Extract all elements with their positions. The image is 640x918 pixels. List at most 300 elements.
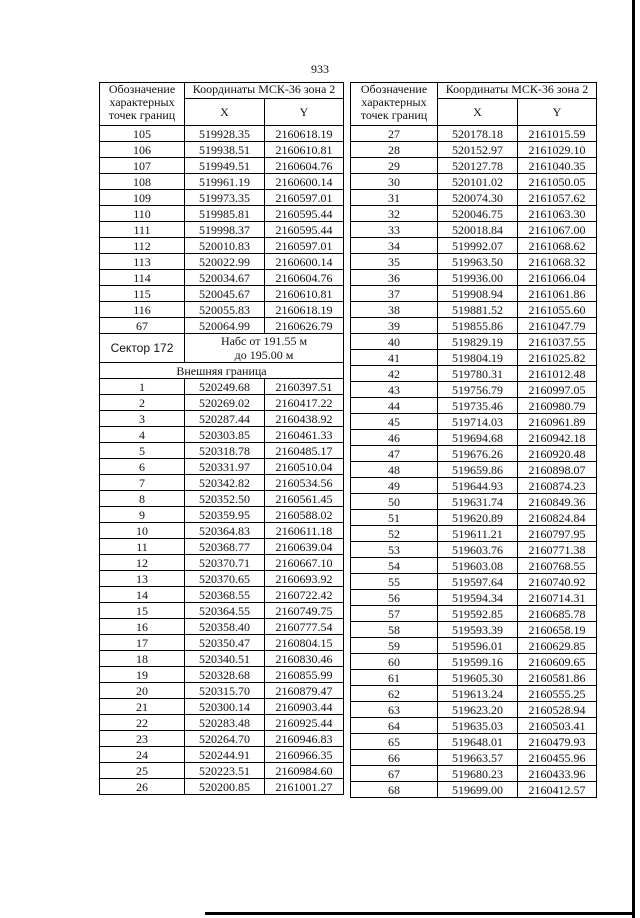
point-id-cell: 106: [100, 142, 185, 158]
x-coordinate-cell: 520300.14: [185, 699, 265, 715]
y-coordinate-cell: 2160920.48: [518, 446, 597, 462]
point-id-cell: 36: [351, 270, 438, 286]
table-row: [351, 622, 597, 638]
point-id-cell: 114: [100, 270, 185, 286]
y-coordinate-cell: 2160874.23: [518, 478, 597, 494]
table-row: [351, 302, 597, 318]
x-coordinate-cell: 519694.68: [438, 430, 518, 446]
y-coordinate-cell: 2161015.59: [518, 126, 597, 142]
x-coordinate-cell: 520055.83: [185, 302, 265, 318]
table-row: [100, 475, 344, 491]
x-coordinate-cell: 520283.48: [185, 715, 265, 731]
x-coordinate-cell: 520358.40: [185, 619, 265, 635]
x-coordinate-cell: 520370.65: [185, 571, 265, 587]
x-coordinate-cell: 519605.30: [438, 670, 518, 686]
y-coordinate-cell: 2160433.96: [518, 766, 597, 782]
table-header-row: [351, 83, 597, 99]
table-row: [100, 302, 344, 318]
table-row: [351, 590, 597, 606]
scan-edge-bottom: [205, 912, 632, 915]
y-coordinate-cell: 2160555.25: [518, 686, 597, 702]
table-row: [351, 606, 597, 622]
point-id-cell: 58: [351, 622, 438, 638]
table-row: [351, 158, 597, 174]
x-coordinate-cell: 519963.50: [438, 254, 518, 270]
x-coordinate-cell: 519597.64: [438, 574, 518, 590]
table-row: [351, 510, 597, 526]
point-id-cell: 35: [351, 254, 438, 270]
y-coordinate-cell: 2161047.79: [518, 318, 597, 334]
y-coordinate-cell: 2160771.38: [518, 542, 597, 558]
y-coordinate-cell: 2160903.44: [265, 699, 344, 715]
y-coordinate-cell: 2160879.47: [265, 683, 344, 699]
x-coordinate-cell: 519593.39: [438, 622, 518, 638]
y-coordinate-cell: 2160510.04: [265, 459, 344, 475]
x-coordinate-cell: 520064.99: [185, 318, 265, 334]
table-row: [351, 350, 597, 366]
x-coordinate-cell: 519735.46: [438, 398, 518, 414]
x-coordinate-cell: 520178.18: [438, 126, 518, 142]
x-coordinate-cell: 520152.97: [438, 142, 518, 158]
table-row: [100, 747, 344, 763]
y-coordinate-cell: 2160966.35: [265, 747, 344, 763]
coordinates-table-left: [99, 82, 344, 795]
x-coordinate-cell: 520074.30: [438, 190, 518, 206]
x-coordinate-cell: 519881.52: [438, 302, 518, 318]
point-id-cell: 2: [100, 395, 185, 411]
table-row: [100, 587, 344, 603]
table-row: [351, 574, 597, 590]
table-row: [351, 398, 597, 414]
sector-height-note: [185, 334, 344, 363]
x-coordinate-cell: 519855.86: [438, 318, 518, 334]
y-coordinate-cell: 2161025.82: [518, 350, 597, 366]
sector-note-line2: до 195.00 м: [234, 348, 294, 362]
point-id-cell: 44: [351, 398, 438, 414]
table-row: [100, 603, 344, 619]
x-coordinate-cell: 520269.02: [185, 395, 265, 411]
table-row: [100, 411, 344, 427]
x-coordinate-cell: 519663.57: [438, 750, 518, 766]
x-coordinate-cell: 520370.71: [185, 555, 265, 571]
point-id-cell: 116: [100, 302, 185, 318]
point-id-cell: 20: [100, 683, 185, 699]
x-coordinate-cell: 519596.01: [438, 638, 518, 654]
y-coordinate-cell: 2160777.54: [265, 619, 344, 635]
y-coordinate-cell: 2161001.27: [265, 779, 344, 795]
table-row: [351, 222, 597, 238]
table-row: [100, 318, 344, 334]
y-coordinate-cell: 2161040.35: [518, 158, 597, 174]
table-row: [100, 779, 344, 795]
x-coordinate-cell: 520010.83: [185, 238, 265, 254]
table-row: [351, 670, 597, 686]
x-coordinate-cell: 520368.55: [185, 587, 265, 603]
y-coordinate-cell: 2160980.79: [518, 398, 597, 414]
point-id-cell: 25: [100, 763, 185, 779]
outer-boundary-row: [100, 363, 344, 379]
table-row: [100, 190, 344, 206]
table-row: [351, 366, 597, 382]
point-id-cell: 38: [351, 302, 438, 318]
point-id-cell: 61: [351, 670, 438, 686]
point-id-cell: 5: [100, 443, 185, 459]
x-coordinate-cell: 519659.86: [438, 462, 518, 478]
coordinates-header: Координаты МСК-36 зона 2: [438, 83, 597, 99]
sector-note-line1: Набс от 191.55 м: [220, 334, 308, 348]
x-coordinate-cell: 520350.47: [185, 635, 265, 651]
point-id-cell: 105: [100, 126, 185, 142]
point-id-cell: 68: [351, 782, 438, 798]
point-id-cell: 108: [100, 174, 185, 190]
point-id-cell: 49: [351, 478, 438, 494]
point-id-cell: 45: [351, 414, 438, 430]
point-id-cell: 50: [351, 494, 438, 510]
x-coordinate-cell: 520342.82: [185, 475, 265, 491]
point-id-cell: 27: [351, 126, 438, 142]
point-id-cell: 47: [351, 446, 438, 462]
y-coordinate-cell: 2160611.18: [265, 523, 344, 539]
point-id-cell: 52: [351, 526, 438, 542]
x-coordinate-cell: 519611.21: [438, 526, 518, 542]
y-header: Y: [265, 99, 344, 126]
x-coordinate-cell: 520352.50: [185, 491, 265, 507]
y-coordinate-cell: 2160658.19: [518, 622, 597, 638]
point-id-cell: 67: [351, 766, 438, 782]
table-row: [351, 558, 597, 574]
y-coordinate-cell: 2160626.79: [265, 318, 344, 334]
point-id-cell: 109: [100, 190, 185, 206]
table-row: [100, 635, 344, 651]
x-coordinate-cell: 520264.70: [185, 731, 265, 747]
table-row: [351, 286, 597, 302]
x-coordinate-cell: 520200.85: [185, 779, 265, 795]
y-coordinate-cell: 2160797.95: [518, 526, 597, 542]
y-coordinate-cell: 2160925.44: [265, 715, 344, 731]
point-id-cell: 31: [351, 190, 438, 206]
y-coordinate-cell: 2160618.19: [265, 126, 344, 142]
point-id-cell: 21: [100, 699, 185, 715]
point-id-cell: 6: [100, 459, 185, 475]
x-coordinate-cell: 520340.51: [185, 651, 265, 667]
y-coordinate-cell: 2160412.57: [518, 782, 597, 798]
table-row: [351, 414, 597, 430]
table-row: [100, 238, 344, 254]
table-row: [351, 526, 597, 542]
sector-block: [100, 334, 344, 379]
table-row: [351, 382, 597, 398]
x-coordinate-cell: 520249.68: [185, 379, 265, 395]
x-coordinate-cell: 519648.01: [438, 734, 518, 750]
point-id-cell: 3: [100, 411, 185, 427]
x-coordinate-cell: 520022.99: [185, 254, 265, 270]
table-row: [351, 334, 597, 350]
y-coordinate-cell: 2161055.60: [518, 302, 597, 318]
point-id-cell: 66: [351, 750, 438, 766]
x-coordinate-cell: 519594.34: [438, 590, 518, 606]
y-coordinate-cell: 2160849.36: [518, 494, 597, 510]
point-id-cell: 62: [351, 686, 438, 702]
x-coordinate-cell: 519829.19: [438, 334, 518, 350]
table-row: [100, 667, 344, 683]
x-coordinate-cell: 519992.07: [438, 238, 518, 254]
y-coordinate-cell: 2160581.86: [518, 670, 597, 686]
table-row: [351, 238, 597, 254]
table-row: [351, 254, 597, 270]
y-coordinate-cell: 2160438.92: [265, 411, 344, 427]
point-id-cell: 64: [351, 718, 438, 734]
table-row: [100, 174, 344, 190]
table-row: [100, 571, 344, 587]
x-header: X: [438, 99, 518, 126]
point-id-cell: 55: [351, 574, 438, 590]
y-coordinate-cell: 2160749.75: [265, 603, 344, 619]
point-id-cell: 7: [100, 475, 185, 491]
y-coordinate-cell: 2160597.01: [265, 190, 344, 206]
point-id-cell: 23: [100, 731, 185, 747]
point-id-cell: 115: [100, 286, 185, 302]
y-coordinate-cell: 2160609.65: [518, 654, 597, 670]
x-coordinate-cell: 519714.03: [438, 414, 518, 430]
point-id-cell: 40: [351, 334, 438, 350]
point-id-cell: 14: [100, 587, 185, 603]
x-coordinate-cell: 520359.95: [185, 507, 265, 523]
y-coordinate-cell: 2160610.81: [265, 142, 344, 158]
x-coordinate-cell: 519599.16: [438, 654, 518, 670]
x-coordinate-cell: 520223.51: [185, 763, 265, 779]
point-label-header: Обозначение характерных точек границ: [351, 83, 438, 126]
table-row: [351, 206, 597, 222]
y-coordinate-cell: 2160417.22: [265, 395, 344, 411]
y-coordinate-cell: 2160824.84: [518, 510, 597, 526]
x-coordinate-cell: 519756.79: [438, 382, 518, 398]
point-id-cell: 32: [351, 206, 438, 222]
table-row: [351, 446, 597, 462]
point-id-cell: 10: [100, 523, 185, 539]
point-id-cell: 16: [100, 619, 185, 635]
y-coordinate-cell: 2160485.17: [265, 443, 344, 459]
point-id-cell: 53: [351, 542, 438, 558]
y-coordinate-cell: 2160714.31: [518, 590, 597, 606]
y-coordinate-cell: 2161066.04: [518, 270, 597, 286]
point-id-cell: 59: [351, 638, 438, 654]
point-id-cell: 107: [100, 158, 185, 174]
y-coordinate-cell: 2160461.33: [265, 427, 344, 443]
x-coordinate-cell: 519635.03: [438, 718, 518, 734]
table-row: [100, 763, 344, 779]
table-row: [100, 491, 344, 507]
left-rows-inner: [100, 126, 344, 334]
table-row: [351, 654, 597, 670]
point-id-cell: 46: [351, 430, 438, 446]
x-coordinate-cell: 520315.70: [185, 683, 265, 699]
table-row: [100, 443, 344, 459]
point-id-cell: 13: [100, 571, 185, 587]
y-coordinate-cell: 2160667.10: [265, 555, 344, 571]
table-row: [100, 715, 344, 731]
x-coordinate-cell: 519928.35: [185, 126, 265, 142]
x-coordinate-cell: 520045.67: [185, 286, 265, 302]
page-number: 933: [311, 62, 329, 76]
x-coordinate-cell: 520287.44: [185, 411, 265, 427]
x-coordinate-cell: 519592.85: [438, 606, 518, 622]
y-coordinate-cell: 2161037.55: [518, 334, 597, 350]
x-coordinate-cell: 520046.75: [438, 206, 518, 222]
point-id-cell: 9: [100, 507, 185, 523]
y-coordinate-cell: 2160722.42: [265, 587, 344, 603]
point-id-cell: 54: [351, 558, 438, 574]
y-coordinate-cell: 2160685.78: [518, 606, 597, 622]
coordinates-header: Координаты МСК-36 зона 2: [185, 83, 344, 99]
x-coordinate-cell: 520364.55: [185, 603, 265, 619]
left-rows-outer: [100, 379, 344, 795]
x-header: X: [185, 99, 265, 126]
y-coordinate-cell: 2160534.56: [265, 475, 344, 491]
table-row: [351, 318, 597, 334]
point-id-cell: 34: [351, 238, 438, 254]
point-id-cell: 42: [351, 366, 438, 382]
table-row: [351, 190, 597, 206]
y-coordinate-cell: 2160946.83: [265, 731, 344, 747]
table-row: [100, 539, 344, 555]
table-row: [351, 750, 597, 766]
y-coordinate-cell: 2160830.46: [265, 651, 344, 667]
right-rows: [351, 126, 597, 798]
table-row: [351, 638, 597, 654]
y-coordinate-cell: 2161050.05: [518, 174, 597, 190]
y-coordinate-cell: 2161029.10: [518, 142, 597, 158]
table-row: [100, 254, 344, 270]
y-coordinate-cell: 2161068.32: [518, 254, 597, 270]
table-row: [100, 222, 344, 238]
y-coordinate-cell: 2160397.51: [265, 379, 344, 395]
x-coordinate-cell: 520127.78: [438, 158, 518, 174]
table-row: [100, 379, 344, 395]
y-coordinate-cell: 2160768.55: [518, 558, 597, 574]
point-id-cell: 29: [351, 158, 438, 174]
x-coordinate-cell: 519699.00: [438, 782, 518, 798]
y-header: Y: [518, 99, 597, 126]
table-row: [100, 126, 344, 142]
x-coordinate-cell: 520244.91: [185, 747, 265, 763]
x-coordinate-cell: 519938.51: [185, 142, 265, 158]
table-row: [100, 395, 344, 411]
y-coordinate-cell: 2160693.92: [265, 571, 344, 587]
table-row: [351, 686, 597, 702]
table-row: [100, 619, 344, 635]
point-id-cell: 112: [100, 238, 185, 254]
point-id-cell: 67: [100, 318, 185, 334]
y-coordinate-cell: 2161068.62: [518, 238, 597, 254]
table-row: [100, 683, 344, 699]
y-coordinate-cell: 2161061.86: [518, 286, 597, 302]
table-row: [351, 478, 597, 494]
table-row: [351, 542, 597, 558]
y-coordinate-cell: 2160618.19: [265, 302, 344, 318]
y-coordinate-cell: 2160639.04: [265, 539, 344, 555]
x-coordinate-cell: 519680.23: [438, 766, 518, 782]
x-coordinate-cell: 519908.94: [438, 286, 518, 302]
x-coordinate-cell: 519961.19: [185, 174, 265, 190]
x-coordinate-cell: 520331.97: [185, 459, 265, 475]
point-id-cell: 1: [100, 379, 185, 395]
x-coordinate-cell: 520101.02: [438, 174, 518, 190]
y-coordinate-cell: 2161057.62: [518, 190, 597, 206]
coordinates-table-right: [350, 82, 597, 798]
y-coordinate-cell: 2160898.07: [518, 462, 597, 478]
table-row: [351, 718, 597, 734]
y-coordinate-cell: 2160600.14: [265, 174, 344, 190]
point-id-cell: 4: [100, 427, 185, 443]
point-id-cell: 63: [351, 702, 438, 718]
point-id-cell: 39: [351, 318, 438, 334]
point-id-cell: 12: [100, 555, 185, 571]
table-row: [351, 126, 597, 142]
table-row: [100, 206, 344, 222]
table-row: [100, 158, 344, 174]
y-coordinate-cell: 2160629.85: [518, 638, 597, 654]
y-coordinate-cell: 2160595.44: [265, 222, 344, 238]
x-coordinate-cell: 519603.08: [438, 558, 518, 574]
table-row: [100, 731, 344, 747]
x-coordinate-cell: 520368.77: [185, 539, 265, 555]
point-id-cell: 41: [351, 350, 438, 366]
point-id-cell: 24: [100, 747, 185, 763]
y-coordinate-cell: 2160597.01: [265, 238, 344, 254]
table-row: [351, 766, 597, 782]
scan-edge-right: [632, 0, 635, 918]
x-coordinate-cell: 519998.37: [185, 222, 265, 238]
point-id-cell: 111: [100, 222, 185, 238]
table-row: [351, 142, 597, 158]
x-coordinate-cell: 520034.67: [185, 270, 265, 286]
outer-boundary-label: Внешняя граница: [100, 363, 344, 379]
y-coordinate-cell: 2160528.94: [518, 702, 597, 718]
table-row: [351, 430, 597, 446]
x-coordinate-cell: 520018.84: [438, 222, 518, 238]
x-coordinate-cell: 519949.51: [185, 158, 265, 174]
sector-label: Сектор 172: [100, 334, 185, 363]
y-coordinate-cell: 2160595.44: [265, 206, 344, 222]
point-id-cell: 26: [100, 779, 185, 795]
x-coordinate-cell: 520303.85: [185, 427, 265, 443]
table-row: [100, 651, 344, 667]
point-id-cell: 51: [351, 510, 438, 526]
x-coordinate-cell: 519620.89: [438, 510, 518, 526]
y-coordinate-cell: 2160604.76: [265, 270, 344, 286]
point-id-cell: 11: [100, 539, 185, 555]
point-id-cell: 30: [351, 174, 438, 190]
table-row: [351, 174, 597, 190]
y-coordinate-cell: 2160588.02: [265, 507, 344, 523]
table-row: [100, 142, 344, 158]
point-id-cell: 56: [351, 590, 438, 606]
point-id-cell: 33: [351, 222, 438, 238]
y-coordinate-cell: 2160610.81: [265, 286, 344, 302]
y-coordinate-cell: 2160804.15: [265, 635, 344, 651]
table-header-row: [100, 83, 344, 99]
table-row: [351, 702, 597, 718]
y-coordinate-cell: 2161012.48: [518, 366, 597, 382]
y-coordinate-cell: 2160997.05: [518, 382, 597, 398]
table-row: [100, 507, 344, 523]
point-id-cell: 37: [351, 286, 438, 302]
point-id-cell: 57: [351, 606, 438, 622]
y-coordinate-cell: 2161067.00: [518, 222, 597, 238]
x-coordinate-cell: 520364.83: [185, 523, 265, 539]
table-row: [100, 427, 344, 443]
table-row: [100, 523, 344, 539]
